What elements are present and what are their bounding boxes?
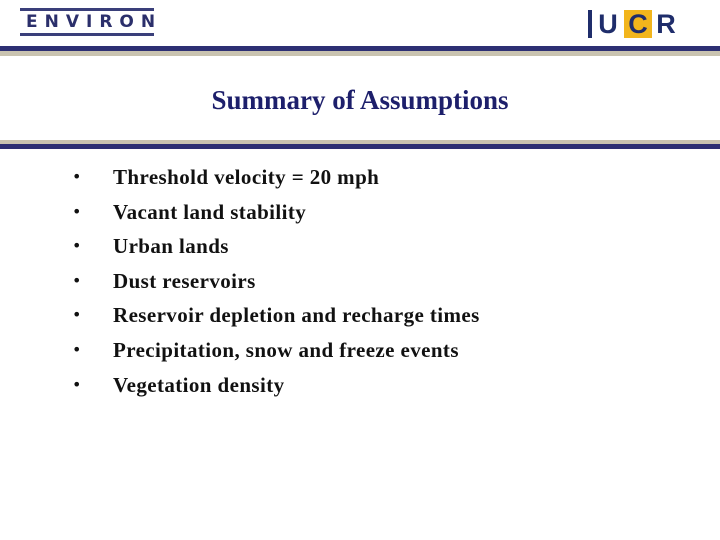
slide-title: Summary of Assumptions <box>211 85 509 115</box>
bullet-icon: • <box>72 305 82 325</box>
title-band-navy <box>0 144 720 149</box>
bullet-icon: • <box>72 339 82 359</box>
list-item-text: Vegetation density <box>113 372 285 397</box>
ucr-logo-letter-u: U <box>598 9 618 39</box>
environ-logo-wordmark: ENVIRON <box>26 12 163 32</box>
environ-logo-bottom-rule <box>20 33 154 36</box>
ucr-logo-bar <box>588 10 592 38</box>
list-item-text: Precipitation, snow and freeze events <box>113 337 459 362</box>
list-item-text: Vacant land stability <box>113 199 307 224</box>
list-item-text: Urban lands <box>113 234 229 259</box>
ucr-logo-letter-r: R <box>656 9 676 39</box>
bullet-icon: • <box>72 201 82 221</box>
ucr-logo-letter-c: C <box>628 9 648 39</box>
bullet-icon: • <box>72 236 82 256</box>
bullet-icon: • <box>72 270 82 290</box>
bullet-icon: • <box>72 167 82 186</box>
bullet-icon: • <box>72 374 82 394</box>
header-band-tan <box>0 51 720 56</box>
list-item-text: Reservoir depletion and recharge times <box>113 303 480 328</box>
environ-logo-top-rule <box>20 8 154 11</box>
list-item-text: Threshold velocity = 20 mph <box>113 165 380 189</box>
ucr-logo <box>588 10 690 38</box>
environ-logo <box>20 8 163 36</box>
list-item-text: Dust reservoirs <box>113 268 256 293</box>
